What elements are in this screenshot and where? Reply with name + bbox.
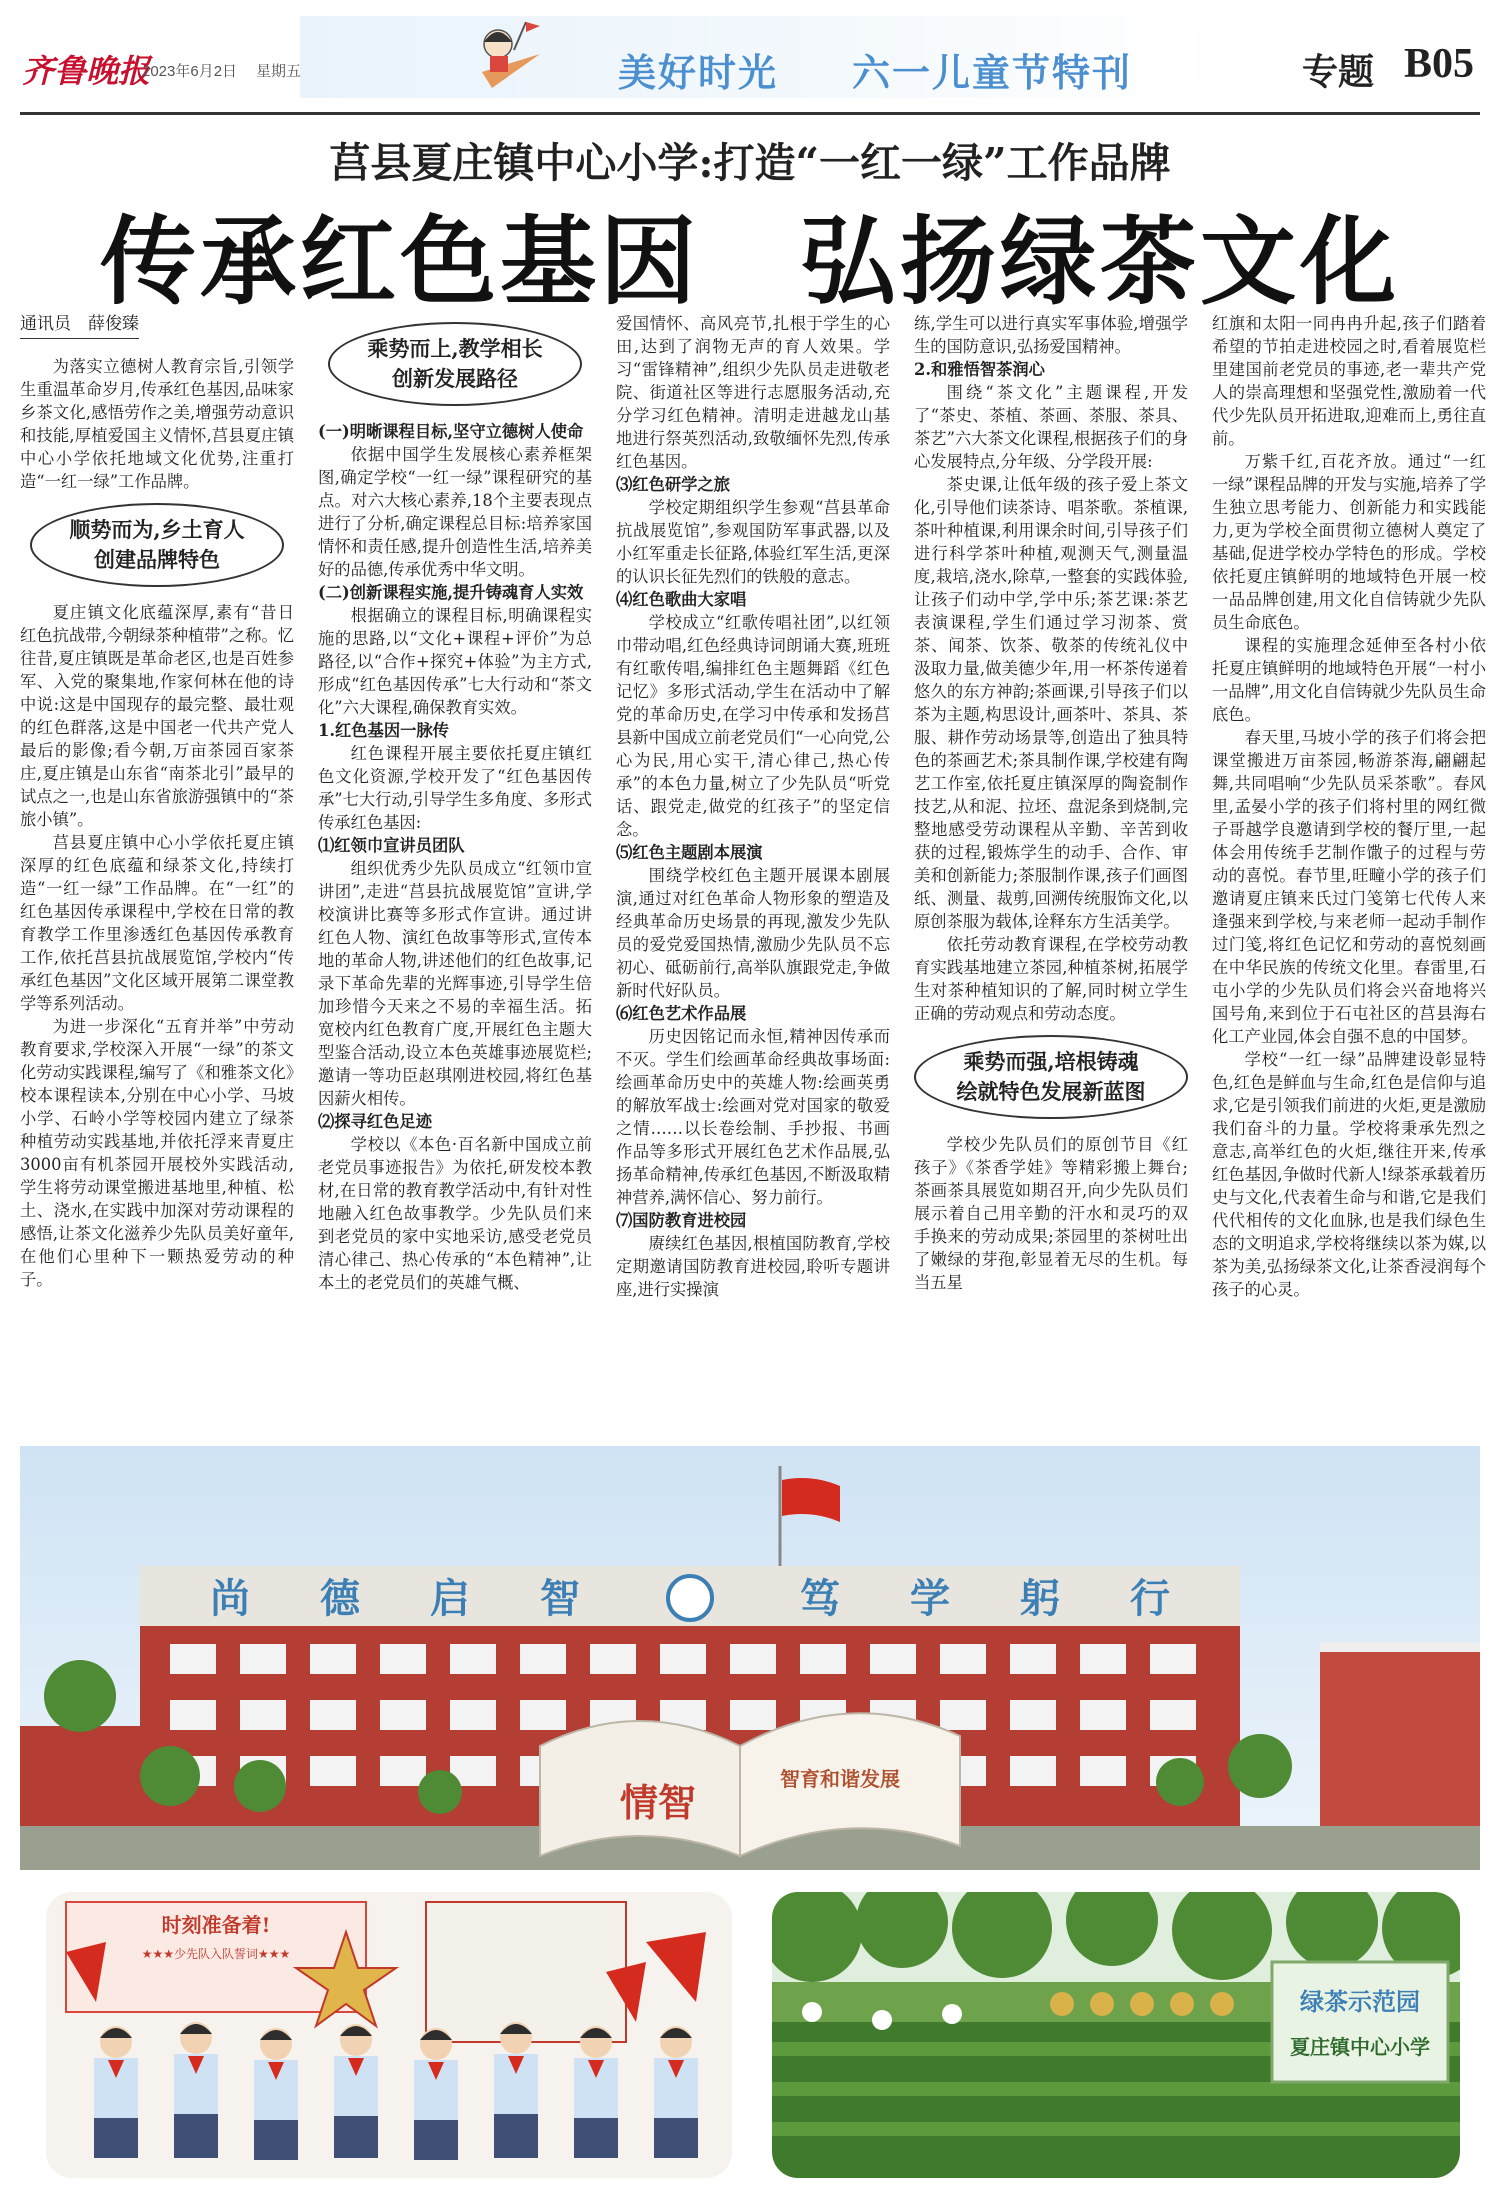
article-column-1 bbox=[20, 312, 294, 1291]
tea-garden-photo bbox=[772, 1892, 1460, 2178]
book-right-text: 智育和谐发展 bbox=[780, 1767, 900, 1791]
motto-char: 智 bbox=[540, 1575, 580, 1622]
special-issue-name: 六一儿童节特刊 bbox=[852, 51, 1133, 95]
subheading: ⑶红色研学之旅 bbox=[616, 475, 730, 494]
article-column-3 bbox=[616, 312, 890, 1301]
article-column-2 bbox=[318, 312, 592, 1294]
paragraph: 练,学生可以进行真实军事体验,增强学生的国防意识,弘扬爱国精神。 bbox=[914, 314, 1188, 356]
motto-char: 笃 bbox=[800, 1575, 840, 1622]
newspaper-logo: 齐鲁晚报 bbox=[22, 52, 151, 90]
section-heading-seal bbox=[914, 1035, 1188, 1119]
paragraph: 依据中国学生发展核心素养框架图,确定学校“一红一绿”课程研究的基点。对六大核心素养,18个主要表现点进行了分析,确定课程总目标:培养家国情怀和责任感,提升创造性生活,培养美好的品德,传承优秀中华文明。 bbox=[318, 445, 592, 579]
paragraph: 学校“一红一绿”品牌建设彰显特色,红色是鲜血与生命,红色是信仰与追求,它是引领我们前进的火炬,更是激励我们奋斗的力量。学校将秉承先烈之意志,高举红色的火炬,继往开来,传承红色基因,争做时代新人!绿茶承载着历史与文化,代表着生命与和谐,它是我们代代相传的文化血脉,也是我们绿色生态的文明追求,学校将继续以茶为媒,以茶为美,弘扬绿茶文化,让茶香浸润每个孩子的心灵。 bbox=[1212, 1050, 1486, 1299]
motto-char: 尚 bbox=[210, 1575, 250, 1622]
section-label: 专题 bbox=[1302, 51, 1375, 93]
paragraph: 莒县夏庄镇中心小学依托夏庄镇深厚的红色底蕴和绿茶文化,持续打造“一红一绿”工作品牌。在“一红”的红色基因传承课程中,学校在日常的教育教学工作里渗透红色基因传承教育工作,依托莒县抗战展览馆,学校内“传承红色基因”文化区域开展第二课堂教学等系列活动。 bbox=[20, 833, 294, 1013]
seal-line: 创新发展路径 bbox=[392, 366, 518, 391]
paragraph: 学校以《本色·百名新中国成立前老党员事迹报告》为依托,研发校本教材,在日常的教育教学活动中,有针对性地融入红色故事教学。少先队员们来到老党员的家中实地采访,感受老党员清心律己、热心传承的“本色精神”,让本土的老党员们的英雄气概、 bbox=[318, 1135, 592, 1292]
board-subtitle: ★★★少先队入队誓词★★★ bbox=[141, 1947, 291, 1961]
paragraph: 万紫千红,百花齐放。通过“一红一绿”课程品牌的开发与实施,培养了学生独立思考能力、创新能力和实践能力,更为学校全面贯彻立德树人奠定了基础,促进学校办学特色的形成。学校依托夏庄镇鲜明的地域特色开展一校一品品牌创建,用文化自信铸就少先队员生命底色。 bbox=[1212, 452, 1487, 632]
garden-sign-title: 绿茶示范园 bbox=[1300, 1987, 1420, 2016]
article-column-4 bbox=[914, 312, 1188, 1294]
paragraph: 爱国情怀、高风亮节,扎根于学生的心田,达到了润物无声的育人效果。学习“雷锋精神”,组织少先队员走进敬老院、街道社区等进行志愿服务活动,充分学习红色精神。清明走进越龙山基地进行祭英烈活动,致敬缅怀先烈,传承红色基因。 bbox=[616, 314, 890, 471]
paragraph: 学校少先队员们的原创节目《红孩子》《茶香学娃》等精彩搬上舞台;茶画茶具展览如期召开,向少先队员们展示着自己用辛勤的汗水和灵巧的双手换来的劳动成果;茶园里的茶树吐出了嫩绿的芽孢,彰显着无尽的生机。每当五星 bbox=[914, 1135, 1188, 1292]
paragraph: 学校成立“红歌传唱社团”,以红领巾带动唱,红色经典诗词朗诵大赛,班班有红歌传唱,编排红色主题舞蹈《红色记忆》多形式活动,学生在活动中了解党的革命历史,在学习中传承和发扬莒县新中国成立前老党员们“一心向党,公心为民,用心实干,清心律己,热心传承”的本色力量,树立了少先队员“听党话、跟党走,做党的红孩子”的坚定信念。 bbox=[616, 613, 891, 839]
paragraph: 为落实立德树人教育宗旨,引领学生重温革命岁月,传承红色基因,品味家乡茶文化,感悟劳作之美,增强劳动意识和技能,厚植爱国主义情怀,莒县夏庄镇中心小学依托地域文化优势,注重打造“一红一绿”工作品牌。 bbox=[20, 357, 294, 491]
motto-char: 德 bbox=[320, 1575, 360, 1622]
child-on-paper-plane-icon bbox=[452, 10, 544, 96]
board-title: 时刻准备着! bbox=[161, 1913, 271, 1937]
subheading: ⑹红色艺术作品展 bbox=[616, 1004, 747, 1023]
paragraph: 根据确立的课程目标,明确课程实施的思路,以“文化+课程+评价”为总路径,以“合作+探究+体验”为主方式,形成“红色基因传承”七大行动和“茶文化”六大课程,确保教育实效。 bbox=[318, 606, 592, 717]
publication-weekday: 星期五 bbox=[256, 63, 302, 80]
paragraph: 历史因铭记而永恒,精神因传承而不灭。学生们绘画革命经典故事场面:绘画革命历史中的英雄人物:绘画英勇的解放军战士:绘画对党对国家的敬爱之情……以长卷绘制、手抄报、书画作品等多形式开展红色艺术作品展,弘扬革命精神,传承红色基因,不断汲取精神营养,满怀信心、努力前行。 bbox=[616, 1027, 890, 1207]
seal-line: 乘势而上,教学相长 bbox=[367, 336, 543, 361]
article-title: 传承红色基因 弘扬绿茶文化 bbox=[100, 205, 1400, 318]
article-subtitle: 莒县夏庄镇中心小学:打造“一红一绿”工作品牌 bbox=[329, 139, 1171, 187]
paragraph: 围绕学校红色主题开展课本剧展演,通过对红色革命人物形象的塑造及经典革命历史场景的再现,激发少先队员的爱党爱国热情,激励少先队员不忘初心、砥砺前行,高举队旗跟党走,争做新时代好队员。 bbox=[616, 866, 890, 1000]
article-author: 通讯员 薛俊臻 bbox=[20, 312, 139, 339]
publication-date: 2023年6月2日 bbox=[142, 63, 238, 80]
paragraph: 夏庄镇文化底蕴深厚,素有“昔日红色抗战带,今朝绿茶种植带”之称。忆往昔,夏庄镇既是革命老区,也是百姓参军、入党的聚集地,作家何林在他的诗中说:这是中国现存的最完整、最壮观的红色群落,这是中国老一代共产党人最后的影像;看今朝,万亩茶园百家茶庄,夏庄镇是山东省“南茶北引”最早的试点之一,也是山东省旅游强镇中的“茶旅小镇”。 bbox=[20, 603, 295, 829]
header-divider bbox=[20, 112, 1480, 115]
subheading: (二)创新课程实施,提升铸魂育人实效 bbox=[318, 583, 584, 602]
book-left-text: 情智 bbox=[620, 1780, 697, 1825]
paragraph: 学校定期组织学生参观“莒县革命抗战展览馆”,参观国防军事武器,以及小红军重走长征路,体验红军生活,更深的认识长征先烈们的铁般的意志。 bbox=[616, 498, 890, 586]
page-header bbox=[0, 0, 1500, 112]
paragraph: 红色课程开展主要依托夏庄镇红色文化资源,学校开发了“红色基因传承”七大行动,引导学生多角度、多形式传承红色基因: bbox=[318, 744, 593, 832]
subheading: (一)明晰课程目标,坚守立德树人使命 bbox=[318, 422, 584, 441]
students-pledge-photo bbox=[46, 1892, 732, 2178]
article-column-5 bbox=[1212, 312, 1486, 1301]
motto-char: 启 bbox=[430, 1575, 470, 1622]
paragraph: 赓续红色基因,根植国防教育,学校定期邀请国防教育进校园,聆听专题讲座,进行实操演 bbox=[616, 1234, 890, 1299]
special-issue-slogan: 美好时光 bbox=[618, 51, 779, 95]
paragraph: 课程的实施理念延伸至各村小依托夏庄镇鲜明的地域特色开展“一村小一品牌”,用文化自信铸就少先队员生命底色。 bbox=[1212, 636, 1487, 724]
paragraph: 组织优秀少先队员成立“红领巾宣讲团”,走进“莒县抗战展览馆”宣讲,学校演讲比赛等多形式作宣讲。通过讲红色人物、演红色故事等形式,宣传本地的革命人物,讲述他们的红色故事,记录下革命先辈的光辉事迹,引导学生倍加珍惜今天来之不易的幸福生活。拓宽校内红色教育广度,开展红色主题大型鉴合活动,设立本色英雄事迹展览栏;邀请一等功臣赵琪刚进校园,将红色基因薪火相传。 bbox=[318, 859, 592, 1108]
paragraph: 围绕“茶文化”主题课程,开发了“茶史、茶植、茶画、茶服、茶具、茶艺”六大茶文化课程,根据孩子们的身心发展特点,分年级、分学段开展: bbox=[914, 383, 1189, 471]
section-heading-seal bbox=[30, 503, 284, 587]
subheading: ⑴红领巾宣讲员团队 bbox=[318, 836, 465, 855]
paragraph: 茶史课,让低年级的孩子爱上茶文化,引导他们读茶诗、唱茶歌。茶植课,茶叶种植课,利用课余时间,引导孩子们进行科学茶叶种植,观测天气,测量温度,栽培,浇水,除草,一整套的实践体验,让孩子们动中学,学中乐;茶艺课:茶艺表演课程,学生们通过学习沏茶、赏茶、闻茶、饮茶、敬茶的传统礼仪中汲取力量,做美德少年,用一杯茶传递着悠久的东方神韵;茶画课,引导孩子们以茶为主题,构思设计,画茶叶、茶具、茶服、耕作劳动场景等,创造出了独具特色的茶画艺术;茶具制作课,学校建有陶艺工作室,依托夏庄镇深厚的陶瓷制作技艺,从和泥、拉坯、盘泥条到烧制,完整地感受劳动课程从辛勤、辛苦到收获的过程,锻炼学生的动手、合作、审美和创新能力;茶服制作课,孩子们画图纸、测量、裁剪,回溯传统服饰文化,以原创茶服为载体,诠释东方生活美学。 bbox=[914, 475, 1188, 931]
paragraph: 为进一步深化“五育并举”中劳动教育要求,学校深入开展“一绿”的茶文化劳动实践课程,编写了《和雅茶文化》校本课程读本,分别在中心小学、马坡小学、石岭小学等校园内建立了绿茶种植劳动实践基地,并依托浮来青夏庄3000亩有机茶园开展校外实践活动,学生将劳动课堂搬进基地里,种植、松土、浇水,在实践中加深对劳动课程的感悟,让茶文化滋养少先队员美好童年,在他们心里种下一颗热爱劳动的种子。 bbox=[20, 1017, 294, 1289]
paragraph: 依托劳动教育课程,在学校劳动教育实践基地建立茶园,种植茶树,拓展学生对茶种植知识的了解,同时树立学生正确的劳动观点和劳动态度。 bbox=[914, 935, 1188, 1023]
seal-line: 顺势而为,乡土育人 bbox=[69, 517, 245, 542]
subheading: ⑵探寻红色足迹 bbox=[318, 1112, 432, 1131]
subheading: ⑺国防教育进校园 bbox=[616, 1211, 747, 1230]
paragraph: 红旗和太阳一同冉冉升起,孩子们踏着希望的节拍走进校园之时,看着展览栏里建国前老党员的事迹,老一辈共产党人的崇高理想和坚强党性,激励着一代代少先队员开拓进取,迎难而上,勇往直前。 bbox=[1212, 314, 1486, 448]
seal-line: 创建品牌特色 bbox=[94, 547, 220, 572]
seal-line: 绘就特色发展新蓝图 bbox=[956, 1079, 1146, 1104]
subheading: ⑸红色主题剧本展演 bbox=[616, 843, 763, 862]
motto-char: 行 bbox=[1130, 1575, 1170, 1622]
paragraph: 春天里,马坡小学的孩子们将会把课堂搬进万亩茶园,畅游茶海,翩翩起舞,共同唱响“少先队员采茶歌”。春风里,孟晏小学的孩子们将村里的网红微子哥越学良邀请到学校的餐厅里,一起体会用传统手艺制作馓子的过程与劳动的喜悦。春节里,旺疃小学的孩子们邀请夏庄镇来氏过门笺第七代传人来逢强来到学校,与来老师一起动手制作过门笺,将红色记忆和劳动的喜悦刻画在中华民族的传统文化里。春雷里,石屯小学的少先队员们将会兴奋地将兴国号角,来到位于石屯社区的莒县海右化工产业园,体会自强不息的中国梦。 bbox=[1212, 728, 1486, 1046]
seal-line: 乘势而强,培根铸魂 bbox=[963, 1049, 1139, 1074]
section-heading-seal bbox=[328, 322, 582, 406]
garden-sign-school: 夏庄镇中心小学 bbox=[1290, 2035, 1430, 2059]
subheading: ⑷红色歌曲大家唱 bbox=[616, 590, 747, 609]
motto-char: 学 bbox=[910, 1575, 950, 1622]
subheading: 2.和雅悟智茶润心 bbox=[914, 360, 1045, 379]
page-number: B05 bbox=[1404, 41, 1475, 87]
motto-char: 躬 bbox=[1020, 1575, 1060, 1622]
subheading: 1.红色基因一脉传 bbox=[318, 721, 449, 740]
school-building-photo bbox=[20, 1446, 1480, 1870]
